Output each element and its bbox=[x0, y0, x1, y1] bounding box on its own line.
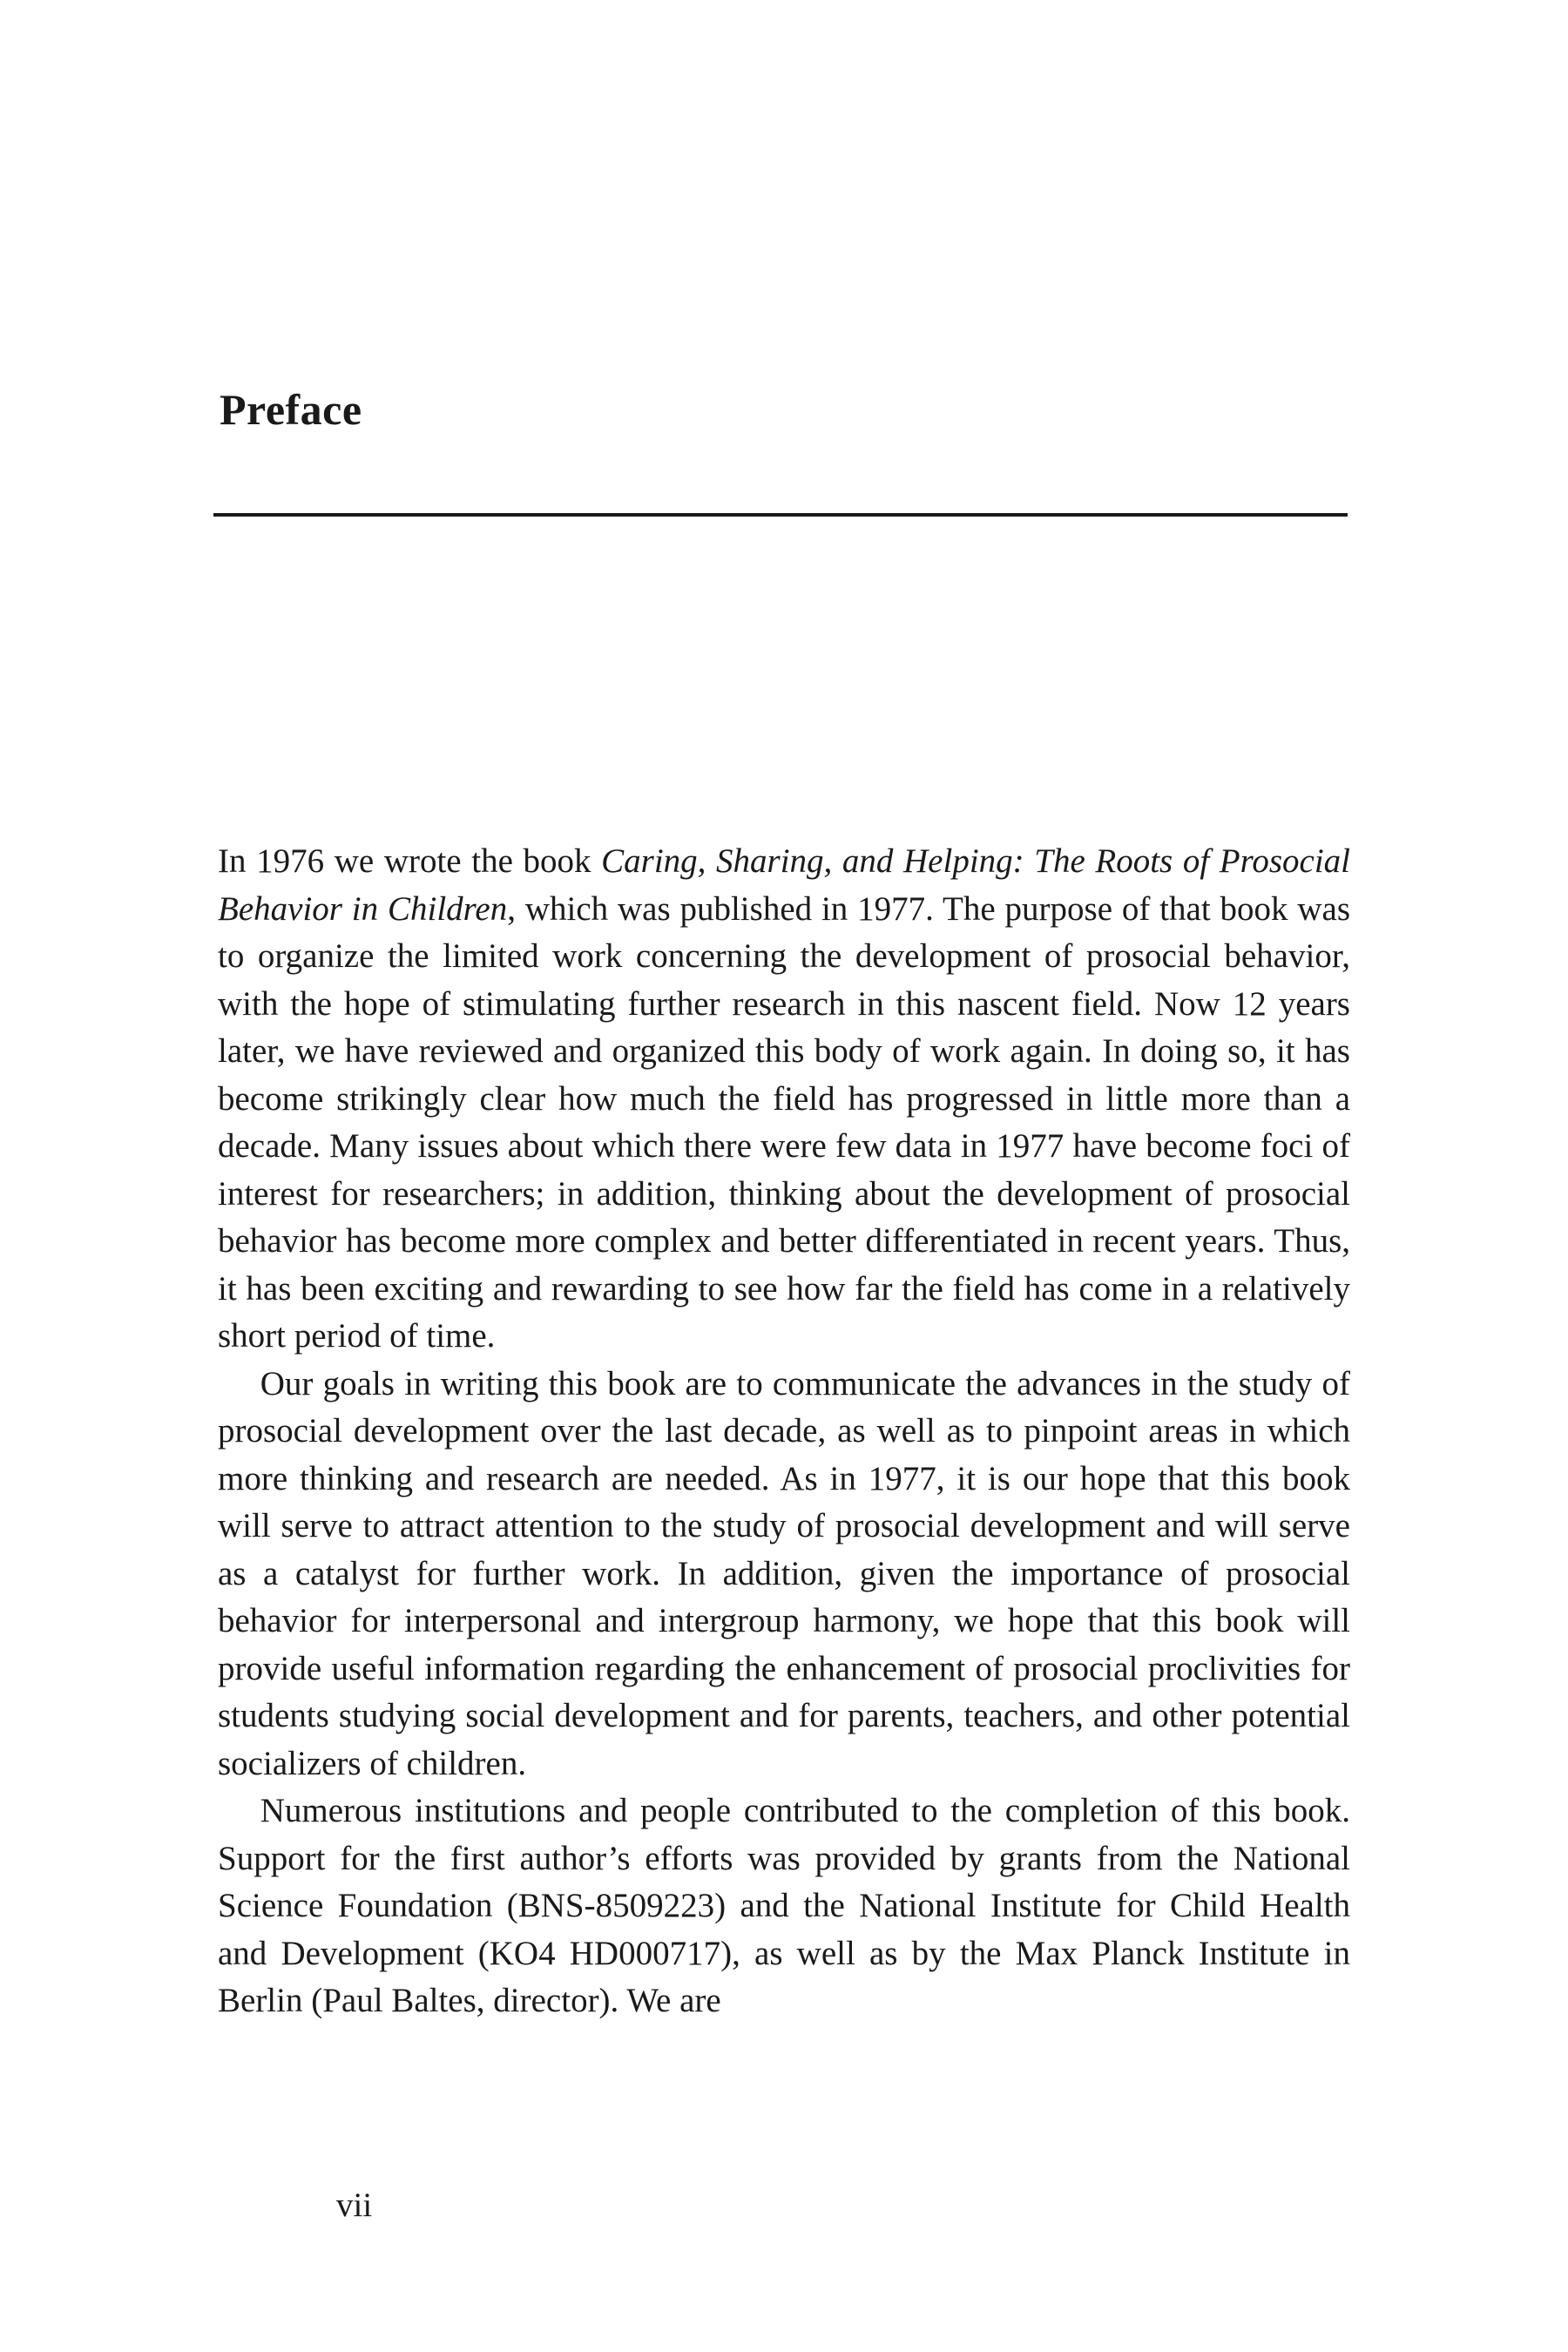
title-rule bbox=[213, 513, 1348, 517]
paragraph-2: Our goals in writing this book are to communicate the advances in the study of prosocial development over the last decade, as well as to pinpoint areas in which more thinking and research are needed. As in 1977, it is our hope that this book will serve to attract attention to the study of prosocial development and will serve as a catalyst for further work. In addition, given the importance of prosocial behavior for interpersonal and intergroup harmony, we hope that this book will provide useful information regarding the enhancement of prosocial proclivities for students studying social development and for parents, teachers, and other potential socializers of children. bbox=[218, 1364, 1350, 1782]
paragraph-3: Numerous institutions and people contributed to the completion of this book. Support for the first author’s efforts was provided by grants from the National Science Foundation (BNS-8509223) and the National Institute for Child Health and Development (KO4 HD000717), as well as by the Max Planck Institute in Berlin (Paul Baltes, director). We are bbox=[218, 1792, 1350, 2019]
page-number: vii bbox=[336, 2186, 373, 2224]
chapter-title: Preface bbox=[220, 385, 362, 434]
paragraph-1-rest: , which was published in 1977. The purpose of that book was to organize the limited work concerning the development of prosocial behavior, with the hope of stimulating further research in this nascent field. Now 12 years later, we have reviewed and organized this body of work again. In doing so, it has become strikingly clear how much the field has progressed in little more than a decade. Many issues about which there were few data in 1977 have become foci of interest for researchers; in addition, thinking about the development of prosocial behavior has become more complex and better differentiated in recent years. Thus, it has been exciting and rewarding to see how far the field has come in a relatively short period of time. bbox=[218, 889, 1351, 1355]
paragraph-1 bbox=[218, 838, 1350, 1361]
book-title-italic: Caring, Sharing, and Helping: The Roots of Prosocial Behavior in Children bbox=[218, 842, 1351, 928]
preface-body bbox=[218, 838, 1350, 2025]
paragraph-1-lead: In 1976 we wrote the book bbox=[218, 842, 602, 880]
